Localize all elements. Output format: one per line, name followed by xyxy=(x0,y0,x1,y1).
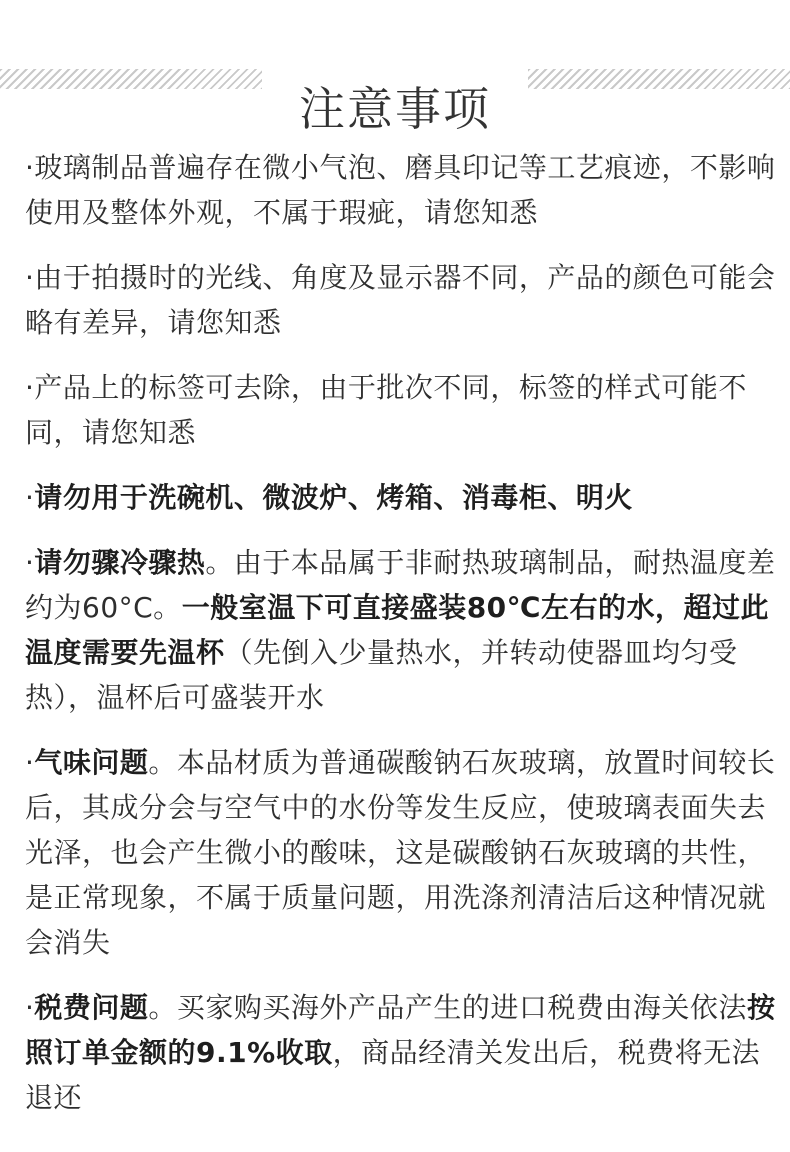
bullet: · xyxy=(25,991,35,1024)
note-item xyxy=(25,540,780,720)
note-item xyxy=(25,255,780,345)
note-text: ·玻璃制品普遍存在微小气泡、磨具印记等工艺痕迹，不影响使用及整体外观，不属于瑕疵，请您知悉 xyxy=(25,151,776,229)
note-item xyxy=(25,985,780,1120)
note-emphasis: 一般室温下可直接盛装80℃左右的水，超过此温度需要先温杯 xyxy=(25,591,770,669)
bullet: · xyxy=(25,746,35,779)
note-text: ·产品上的标签可去除，由于批次不同，标签的样式可能不同，请您知悉 xyxy=(25,371,747,449)
header xyxy=(0,42,790,136)
page-title: 注意事项 xyxy=(299,81,491,136)
note-emphasis: 按照订单金额的9.1%收取 xyxy=(25,991,776,1069)
note-item xyxy=(25,365,780,455)
bullet: · xyxy=(25,481,35,514)
note-text: （先倒入少量热水，并转动使器皿均匀受热），温杯后可盛装开水 xyxy=(25,636,738,714)
note-text: 。买家购买海外产品产生的进口税费由海关依法 xyxy=(148,991,747,1024)
notes-list xyxy=(25,145,780,1140)
note-emphasis: 请勿用于洗碗机、微波炉、烤箱、消毒柜、明火 xyxy=(34,481,633,514)
note-emphasis: 气味问题 xyxy=(34,746,149,779)
decorative-stripe-right xyxy=(528,69,790,89)
note-text: ，商品经清关发出后，税费将无法退还 xyxy=(25,1036,761,1114)
note-item xyxy=(25,740,780,965)
bullet: · xyxy=(25,546,35,579)
note-text: ·由于拍摄时的光线、角度及显示器不同，产品的颜色可能会略有差异，请您知悉 xyxy=(25,261,776,339)
note-text: 。由于本品属于非耐热玻璃制品，耐热温度差约为60°C。 xyxy=(25,546,776,624)
note-item xyxy=(25,475,780,520)
decorative-stripe-left xyxy=(0,69,262,89)
note-emphasis: 税费问题 xyxy=(34,991,149,1024)
note-text: 。本品材质为普通碳酸钠石灰玻璃，放置时间较长后，其成分会与空气中的水份等发生反应，使玻璃表面失去光泽，也会产生微小的酸味，这是碳酸钠石灰玻璃的共性，是正常现象，不属于质量问题，用洗涤剂清洁后这种情况就会消失 xyxy=(25,746,776,959)
note-item xyxy=(25,145,780,235)
note-emphasis: 请勿骤冷骤热 xyxy=(34,546,206,579)
